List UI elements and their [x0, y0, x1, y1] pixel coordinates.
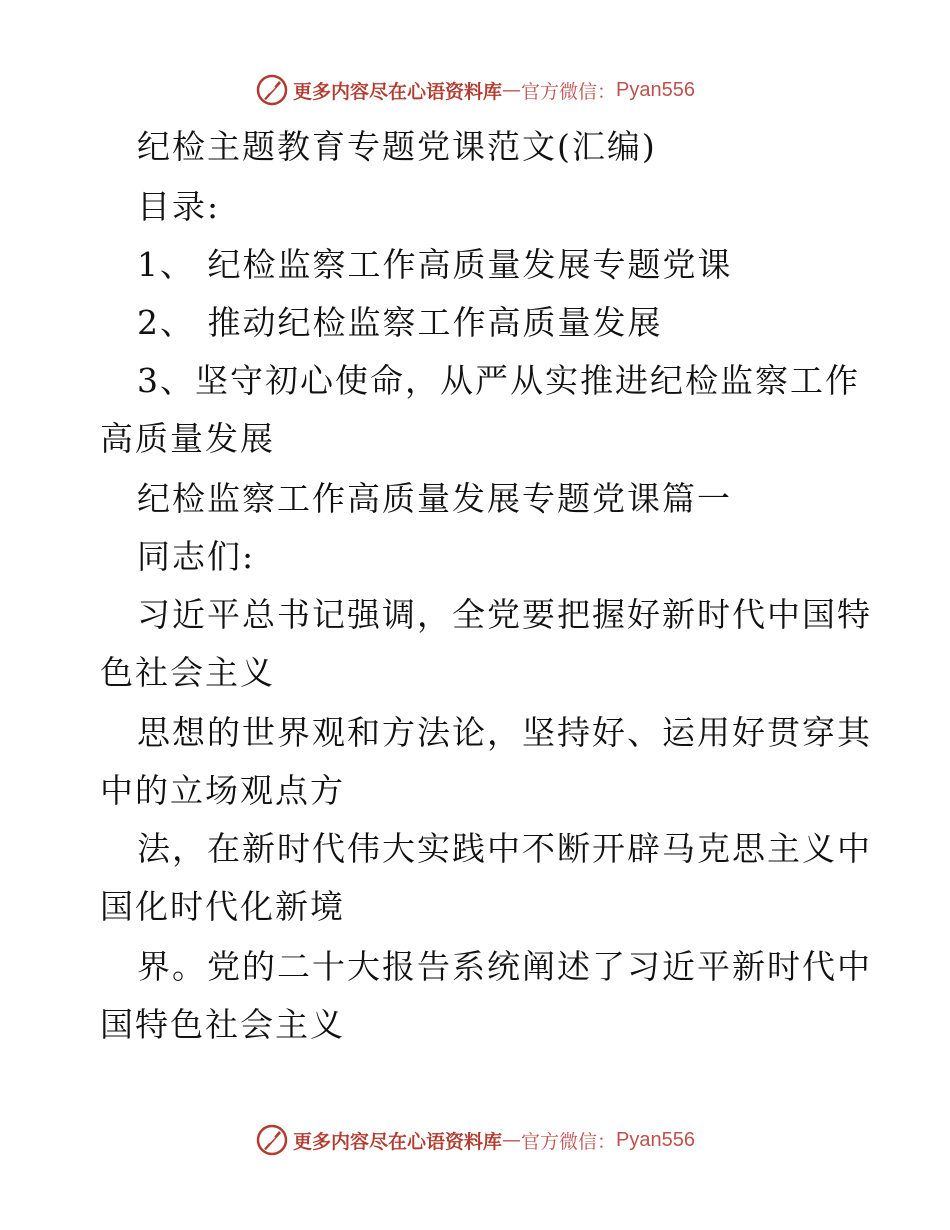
body-line: 色社会主义 — [100, 653, 275, 692]
banner-wechat-label: 官方微信： — [521, 1130, 617, 1153]
body-line: 界。党的二十大报告系统阐述了习近平新时代中 — [137, 947, 872, 986]
body-line: 中的立场观点方 — [100, 771, 345, 810]
banner-main-text: 更多内容尽在心语资料库 — [293, 1130, 503, 1153]
banner-wechat-id: Pyan556 — [616, 1128, 695, 1151]
body-line: 国化时代化新境 — [100, 887, 345, 926]
body-line: 法，在新时代伟大实践中不断开辟马克思主义中 — [137, 829, 872, 868]
doc-title: 纪检主题教育专题党课范文(汇编) — [137, 127, 657, 166]
banner-wechat-id: Pyan556 — [616, 78, 695, 101]
feather-pen-logo-icon — [255, 73, 289, 107]
footer-banner — [0, 1120, 950, 1160]
banner-wechat-label: 官方微信： — [521, 80, 617, 103]
section-title: 纪检监察工作高质量发展专题党课篇一 — [137, 479, 732, 518]
body-line: 习近平总书记强调，全党要把握好新时代中国特 — [137, 595, 872, 634]
salutation: 同志们: — [137, 537, 256, 576]
toc-item-3: 3、坚守初心使命，从严从实推进纪检监察工作 — [137, 361, 860, 400]
toc-item-2: 2、 推动纪检监察工作高质量发展 — [137, 303, 663, 342]
toc-item-3-continued: 高质量发展 — [100, 419, 275, 458]
header-banner — [0, 70, 950, 110]
banner-dash: — — [502, 1129, 522, 1151]
banner-main-text: 更多内容尽在心语资料库 — [293, 80, 503, 103]
toc-label: 目录: — [137, 187, 221, 226]
feather-pen-logo-icon — [255, 1123, 289, 1157]
body-line: 思想的世界观和方法论，坚持好、运用好贯穿其 — [137, 713, 872, 752]
body-line: 国特色社会主义 — [100, 1005, 345, 1044]
banner-dash: — — [502, 79, 522, 101]
toc-item-1: 1、 纪检监察工作高质量发展专题党课 — [137, 245, 733, 284]
